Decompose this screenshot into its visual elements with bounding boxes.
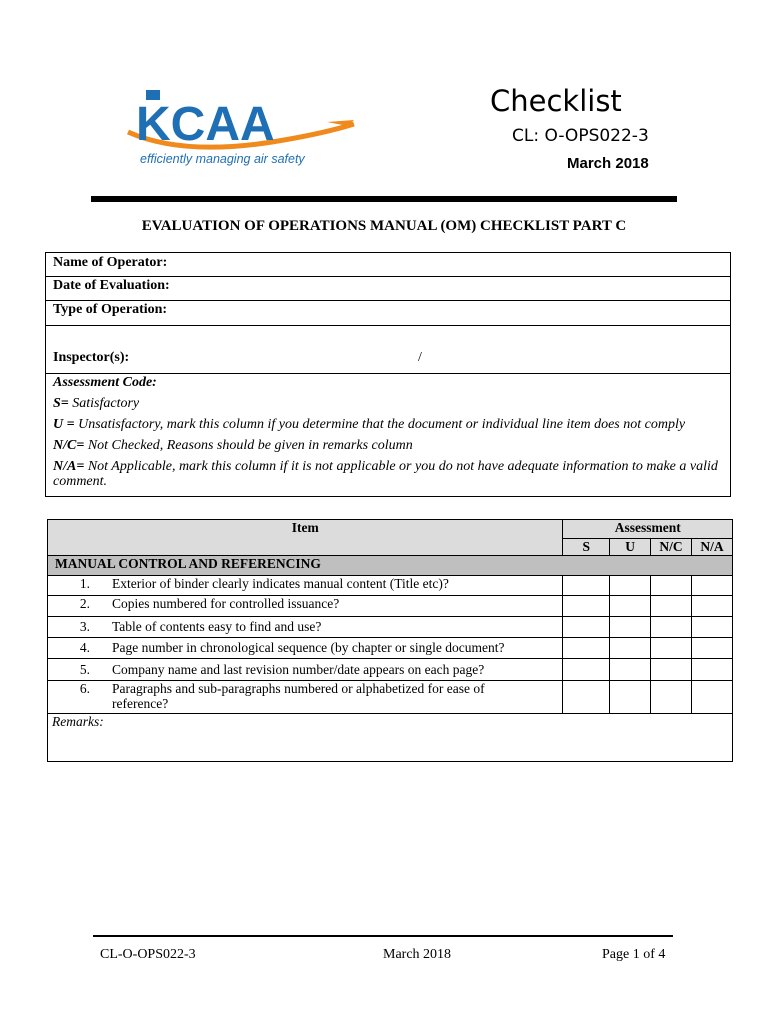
evaluation-date-field[interactable] bbox=[46, 277, 730, 301]
item-text: Table of contents easy to find and use? bbox=[112, 619, 322, 634]
inspector-field[interactable] bbox=[46, 326, 730, 374]
logo-text: KCAA bbox=[136, 98, 275, 151]
cell-na[interactable] bbox=[692, 617, 733, 638]
item-cell bbox=[48, 638, 563, 659]
cell-nc[interactable] bbox=[651, 681, 692, 714]
footer-rule bbox=[93, 935, 673, 937]
code-na bbox=[53, 459, 723, 489]
cell-na[interactable] bbox=[692, 596, 733, 617]
table-row bbox=[48, 596, 733, 617]
code-nc-key: N/C= bbox=[53, 438, 85, 453]
item-header: Item bbox=[48, 520, 563, 556]
assessment-header: Assessment bbox=[563, 520, 733, 539]
operator-field[interactable] bbox=[46, 253, 730, 277]
col-nc-header: N/C bbox=[651, 539, 692, 556]
code-na-text: Not Applicable, mark this column if it is not applicable or you do not have adequate information to make a valid comment. bbox=[53, 459, 718, 489]
main-title: EVALUATION OF OPERATIONS MANUAL (OM) CHECKLIST PART C bbox=[141, 218, 627, 234]
doc-date: March 2018 bbox=[567, 155, 649, 172]
cell-na[interactable] bbox=[692, 681, 733, 714]
item-cell bbox=[48, 659, 563, 681]
col-na-header: N/A bbox=[692, 539, 733, 556]
cell-u[interactable] bbox=[610, 638, 651, 659]
code-na-key: N/A= bbox=[53, 459, 85, 474]
code-s bbox=[53, 396, 723, 411]
table-row bbox=[48, 576, 733, 596]
cell-nc[interactable] bbox=[651, 576, 692, 596]
code-nc-text: Not Checked, Reasons should be given in remarks column bbox=[87, 438, 413, 453]
cell-s[interactable] bbox=[563, 576, 610, 596]
cell-s[interactable] bbox=[563, 596, 610, 617]
cell-na[interactable] bbox=[692, 638, 733, 659]
code-u bbox=[53, 417, 723, 432]
codes-heading: Assessment Code: bbox=[53, 375, 157, 390]
col-s-header: S bbox=[563, 539, 610, 556]
item-text: Copies numbered for controlled issuance? bbox=[112, 596, 340, 611]
evaluation-date-label: Date of Evaluation: bbox=[53, 278, 170, 293]
kcaa-logo bbox=[122, 84, 362, 174]
cell-u[interactable] bbox=[610, 659, 651, 681]
cell-s[interactable] bbox=[563, 617, 610, 638]
table-row bbox=[48, 638, 733, 659]
footer-code: CL-O-OPS022-3 bbox=[100, 947, 196, 962]
doc-code: CL: O-OPS022-3 bbox=[512, 126, 649, 146]
item-number: 2. bbox=[79, 596, 90, 611]
assessment-codes bbox=[46, 375, 730, 489]
checklist-table bbox=[47, 519, 733, 762]
item-number: 5. bbox=[79, 662, 90, 677]
footer-date: March 2018 bbox=[383, 947, 452, 962]
item-text: Company name and last revision number/date appears on each page? bbox=[112, 662, 485, 677]
item-text: Page number in chronological sequence (by chapter or single document? bbox=[112, 640, 505, 655]
logo-tagline: efficiently managing air safety bbox=[140, 152, 305, 166]
doc-title: Checklist bbox=[490, 84, 622, 118]
item-cell bbox=[48, 681, 563, 714]
remarks-label: Remarks: bbox=[52, 714, 104, 729]
code-nc bbox=[53, 438, 723, 453]
cell-u[interactable] bbox=[610, 596, 651, 617]
inspector-separator: / bbox=[418, 350, 422, 365]
operator-label: Name of Operator: bbox=[53, 255, 168, 270]
item-number: 6. bbox=[79, 681, 90, 696]
col-u-header: U bbox=[610, 539, 651, 556]
table-row bbox=[48, 617, 733, 638]
cell-u[interactable] bbox=[610, 617, 651, 638]
item-text: Paragraphs and sub-paragraphs numbered or alphabetized for ease of reference? bbox=[112, 681, 485, 711]
footer-page: Page 1 of 4 bbox=[602, 947, 666, 962]
item-cell bbox=[48, 596, 563, 617]
cell-nc[interactable] bbox=[651, 617, 692, 638]
operation-type-field[interactable] bbox=[46, 301, 730, 326]
cell-nc[interactable] bbox=[651, 638, 692, 659]
cell-u[interactable] bbox=[610, 576, 651, 596]
code-s-key: S= bbox=[53, 396, 69, 411]
item-cell bbox=[48, 617, 563, 638]
header-rule bbox=[91, 196, 677, 202]
cell-s[interactable] bbox=[563, 638, 610, 659]
item-cell bbox=[48, 576, 563, 596]
cell-na[interactable] bbox=[692, 659, 733, 681]
code-u-text: Unsatisfactory, mark this column if you determine that the document or individual line item does not comply bbox=[78, 417, 686, 432]
section-heading: MANUAL CONTROL AND REFERENCING bbox=[48, 556, 733, 576]
cell-u[interactable] bbox=[610, 681, 651, 714]
code-u-key: U = bbox=[53, 417, 75, 432]
operation-type-label: Type of Operation: bbox=[53, 302, 168, 317]
item-text: Exterior of binder clearly indicates manual content (Title etc)? bbox=[112, 576, 449, 591]
item-number: 3. bbox=[79, 619, 90, 634]
table-row bbox=[48, 659, 733, 681]
cell-s[interactable] bbox=[563, 681, 610, 714]
item-number: 4. bbox=[79, 640, 90, 655]
cell-nc[interactable] bbox=[651, 596, 692, 617]
cell-na[interactable] bbox=[692, 576, 733, 596]
cell-s[interactable] bbox=[563, 659, 610, 681]
table-row bbox=[48, 681, 733, 714]
info-box bbox=[45, 252, 731, 497]
inspector-label: Inspector(s): bbox=[53, 350, 130, 365]
item-number: 1. bbox=[79, 576, 90, 591]
kcaa-logo-graphic bbox=[122, 84, 362, 174]
code-s-text: Satisfactory bbox=[72, 396, 140, 411]
cell-nc[interactable] bbox=[651, 659, 692, 681]
remarks-field[interactable] bbox=[48, 714, 733, 762]
